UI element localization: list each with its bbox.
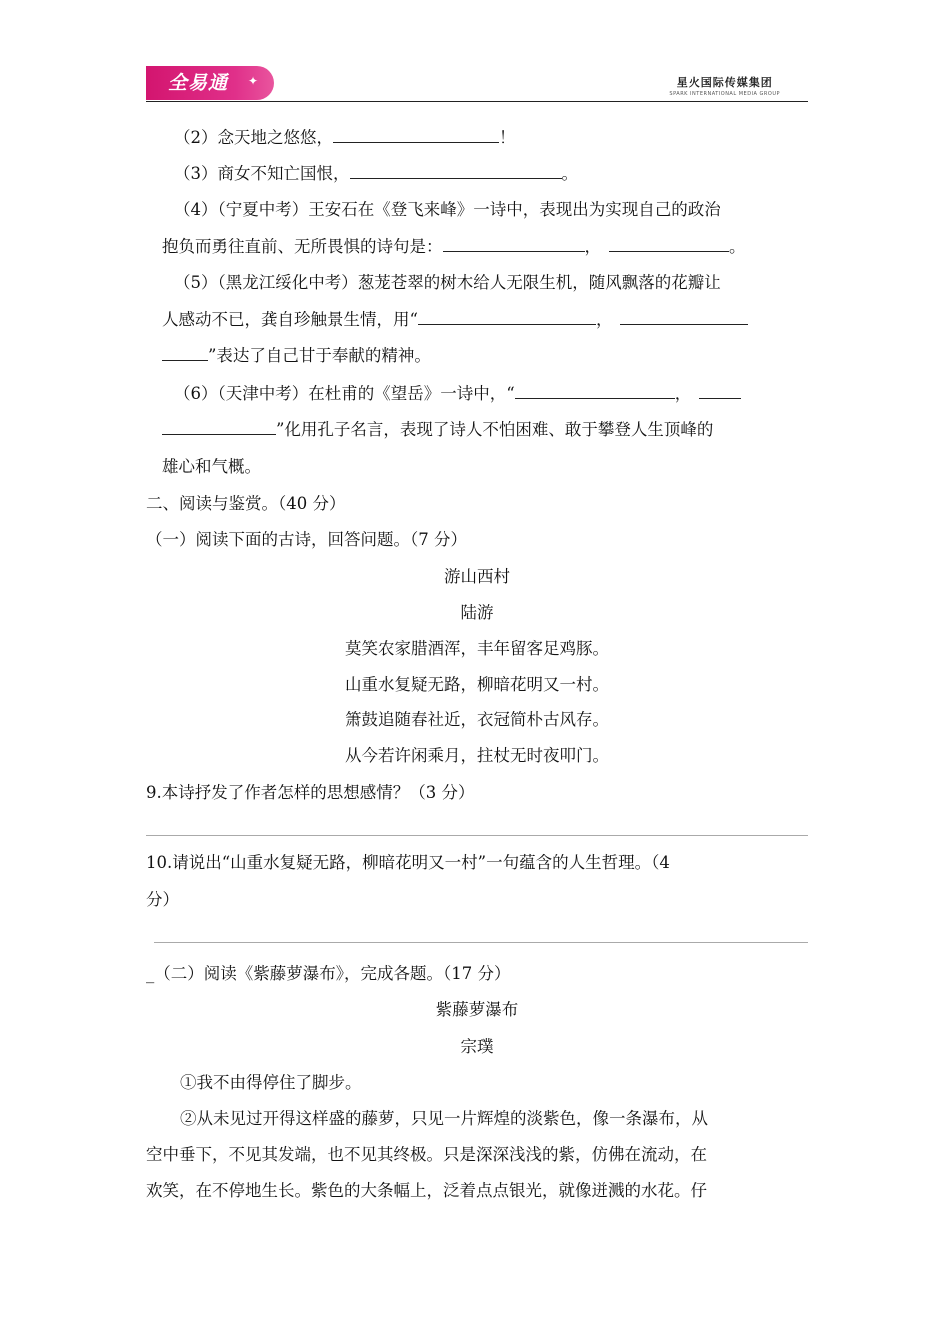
- question-2-end: ！: [499, 128, 516, 147]
- section-2-title: 二、阅读与鉴赏。（40 分）: [146, 494, 346, 513]
- paragraph-2-line-2: 空中垂下，不见其发端，也不见其终极。只是深深浅浅的紫，仿佛在流动，在: [146, 1145, 707, 1164]
- question-6-line-3: 雄心和气概。: [162, 457, 261, 476]
- article-author: 宗璞: [460, 1037, 494, 1056]
- brand-name-en: SPARK INTERNATIONAL MEDIA GROUP: [669, 91, 780, 97]
- poem-author: 陆游: [460, 603, 494, 622]
- question-2-text: （2）念天地之悠悠，: [174, 128, 333, 147]
- sparkle-icon: ✦: [248, 74, 260, 88]
- brand-name-cn: 星火国际传媒集团: [676, 76, 773, 89]
- question-5-line-1: （5）（黑龙江绥化中考）葱茏苍翠的树木给人无限生机，随风飘落的花瓣让: [174, 273, 721, 292]
- part-1-title: （一）阅读下面的古诗，回答问题。（7 分）: [146, 530, 467, 549]
- poem-line: 莫笑农家腊酒浑，丰年留客足鸡豚。: [345, 639, 609, 658]
- answer-blank[interactable]: [418, 310, 596, 325]
- page-header: [146, 66, 808, 102]
- question-5-line-2: [162, 310, 748, 330]
- question-10-line-2: 分）: [146, 890, 179, 909]
- question-4-line-1: （4）（宁夏中考）王安石在《登飞来峰》一诗中，表现出为实现自己的政治: [174, 200, 721, 219]
- question-9: 9.本诗抒发了作者怎样的思想感情？（3 分）: [146, 783, 475, 802]
- poem-line: 山重水复疑无路，柳暗花明又一村。: [345, 675, 609, 694]
- question-6-text-cont: ”化用孔子名言，表现了诗人不怕困难、敢于攀登人生顶峰的: [276, 420, 714, 439]
- question-10-line-1: 10.请说出“山重水复疑无路，柳暗花明又一村”一句蕴含的人生哲理。（4: [146, 853, 670, 872]
- paragraph-2-line-1: ②从未见过开得这样盛的藤萝，只见一片辉煌的淡紫色，像一条瀑布，从: [180, 1109, 708, 1128]
- answer-blank[interactable]: [515, 384, 675, 399]
- question-5-line-3: [162, 346, 431, 366]
- question-5-comma: ，: [595, 310, 613, 329]
- answer-line-q10[interactable]: [154, 942, 808, 943]
- answer-blank[interactable]: [350, 164, 562, 179]
- answer-blank[interactable]: [609, 237, 729, 252]
- paragraph-1: ①我不由得停住了脚步。: [180, 1073, 362, 1092]
- question-3-end: 。: [561, 164, 578, 183]
- answer-blank[interactable]: [162, 420, 276, 435]
- answer-blank[interactable]: [443, 237, 585, 252]
- header-divider: [146, 101, 808, 102]
- part-2-prefix: _: [146, 964, 155, 983]
- part-2-title: [146, 964, 511, 984]
- question-5-end: ”表达了自己甘于奉献的精神。: [208, 346, 431, 365]
- question-2: [174, 128, 516, 148]
- answer-blank[interactable]: [333, 128, 499, 143]
- answer-blank[interactable]: [620, 310, 748, 325]
- logo-text: 全易通: [168, 72, 229, 94]
- answer-blank[interactable]: [162, 346, 208, 361]
- answer-line-q9[interactable]: [146, 835, 808, 836]
- question-5-text: 人感动不已，龚自珍触景生情，用“: [162, 310, 418, 329]
- quanyitong-logo: [146, 66, 274, 100]
- question-4-end: 。: [729, 237, 746, 256]
- paragraph-2-line-3: 欢笑，在不停地生长。紫色的大条幅上，泛着点点银光，就像迸溅的水花。仔: [146, 1181, 707, 1200]
- question-3-text: （3）商女不知亡国恨，: [174, 164, 350, 183]
- poem-line: 箫鼓追随春社近，衣冠简朴古风存。: [345, 710, 609, 729]
- question-6-line-2: [162, 420, 713, 440]
- question-6-text: （6）（天津中考）在杜甫的《望岳》一诗中，“: [174, 384, 515, 403]
- answer-blank[interactable]: [699, 384, 741, 399]
- question-6-line-1: [174, 384, 741, 404]
- poem-line: 从今若许闲乘月，拄杖无时夜叩门。: [345, 746, 609, 765]
- part-2-title-text: （二）阅读《紫藤萝瀑布》，完成各题。（17 分）: [154, 964, 511, 983]
- question-4-line-2: [162, 237, 746, 257]
- question-4-text: 抱负而勇往直前、无所畏惧的诗句是：: [162, 237, 443, 256]
- question-6-comma: ，: [674, 384, 692, 403]
- poem-title: 游山西村: [444, 567, 510, 586]
- question-4-comma: ，: [584, 237, 601, 256]
- question-3: [174, 164, 578, 184]
- article-title: 紫藤萝瀑布: [435, 1000, 519, 1019]
- publisher-brand: [669, 74, 780, 97]
